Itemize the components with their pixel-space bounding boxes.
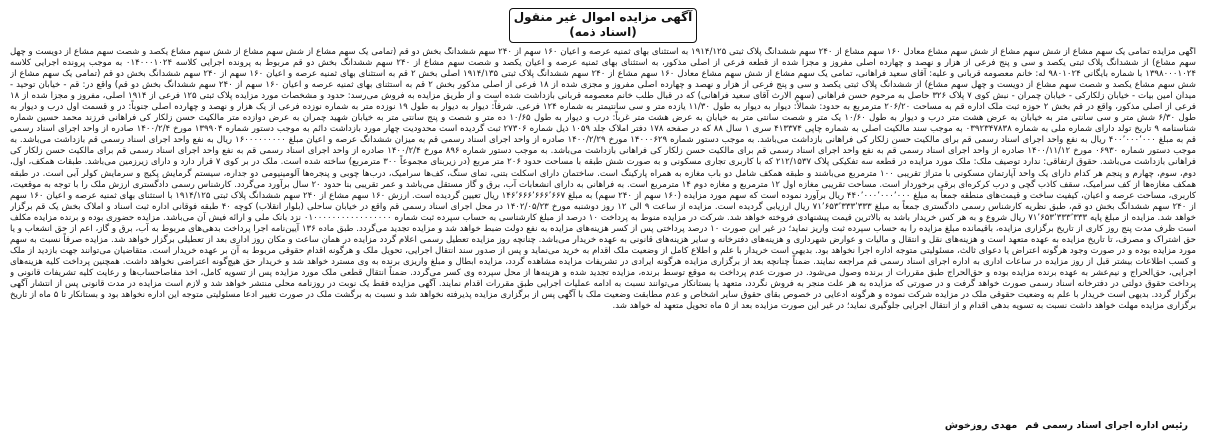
signatory-office: رئیس اداره اجرای اسناد رسمی قم xyxy=(1025,420,1188,431)
title-box xyxy=(509,8,697,43)
signatory-name: مهدی روزخوش xyxy=(944,420,1018,431)
signature-line xyxy=(945,420,1188,431)
notice-body: آگهی مزایده تمامی یک سهم مشاع از شش سهم مشاع از شش سهم مشاع معادل ۱۶۰ سهم مشاع از ۲۴۰ سهم ششدانگ پلاک ثبتی ۱۹۱۴/۱۲۵ به استثنای بهای ثمنیه عرصه و اعیان ۱۶۰ سهم از ۲۴۰ سهم ششدانگ بخش دو قم (تمامی یک سهم مشاع از شش سهم مشاع از شش سهم مشاع یکصد و شصت سهم مشاع از دویست و چهل سهم مشاع) از ششدانگ پلاک ثبتی یکصد و سی و پنج فرعی از هزار و نهصد و چهارده اصلی مفروز و مجزا شده از قطعه فرعی از اصلی مذکور، به استثنای بهای ثمنیه عرصه و اعیان یکصد و شصت سهم مشاع از ۲۴۰ سهم ششدانگ بخش دو قم مربوط به پرونده اجرایی کلاسه ۰۱۴۰۰۰۱۰۲۴ به موجب پرونده اجرایی کلاسه ۱۳۹۸۰۰۰۱۰۲۴ با شماره بایگانی ۹۸۰۱۰۲۴ له: خانم معصومه قربانی و علیه: آقای سعید فراهانی، تمامی یک سهم مشاع از شش سهم مشاع معادل ۱۶۰ سهم مشاع از ۲۴۰ سهم ششدانگ پلاک ثبتی ۱۹۱۴/۱۳۵ اصلی بخش ۲ قم به استثنای بهای ثمنیه عرصه و اعیان ۱۶۰ سهم از ۲۴۰ سهم ششدانگ بخش دو قم (تمامی یک سهم مشاع از شش سهم مشاع یکصد و شصت سهم مشاع از دویست و چهل سهم مشاع) از ششدانگ پلاک ثبتی یکصد و سی و پنج فرعی از هزار و نهصد و چهارده اصلی مفروز و مجزی شده از ۱۸ فرعی از اصلی مذکور بخش ۲ قم به استثنای بهای ثمنیه عرصه و اعیان ۱۶۰ سهم از ۲۴۰ سهم ششدانگ بخش دو قم) واقع در: قم - خیابان توحید - میدان امین بیات - خیابان زلکارکی - خیابان چمران - نبش کوی ۷ پلاک ۳۲۶ حاصل به مرحوم حسن فراهانی (سهم الارث آقای سعید فراهانی) که در قبال طلب خانم معصومه قربانی بازداشت شده است و از طریق مزایده به فروش می‌رسد: حدود و مشخصات مورد مزایده پلاک ثبتی ۱۲۵ فرعی از ۱۹۱۴ اصلی، مفروز و مجزا شده از ۱۸ فرعی از اصلی مذکور، واقع در قم بخش ۲ حوزه ثبت ملک اداره قم به مساحت ۲۰۶/۲۰ مترمربع به حدود: شمالاً: دیوار به دیوار به طول ۱۱/۳۰ یازده متر و سی سانتیمتر به شماره ۱۲۴ فرعی. شرقاً: دیوار به دیوار به طول ۱۹ نوزده متر به شماره نوزده فرعی از یک هزار و نهصد و چهارده اصلی جنوباً: در و قسمت اول درب و دیوار به طول ۶/۳۰ شش متر و سی سانتی متر به خیابان به عرض هشت متر درب و دیوار به طول ۱۰/۶۰ یک متر و شصت سانتی متر به خیابان به عرض هشت متر غرباً: درب و دیوار به طول ۱۰/۶۵ ده متر و شصت و پنج سانتی متر به خیابان شهید چمران به عرض دوازده متر مالکیت حسن زلکار کی فراهانی فرزند محمد حسین شماره شناسنامه ۹ تاریخ تولد دارای شماره ملی به شماره ۰۳۹۲۳۴۷۸۳۸ به موجب سند مالکیت اصلی به شماره چاپی ۴۱۳۳۷۴ سری ۱ سال ۸۸ که در صفحه ۱۷۸ دفتر املاک جلد ۱۰۵۹ ذیل شماره ۲۷۳۰۶ ثبت گردیده است محدودیت چهار مورد بازداشت دائم به موجب دستور شماره ۱۳۹۹۰۴ مورخ ۱۴۰۰/۲/۴ صادره از واحد اجرای اسناد رسمی قم به مبلغ ۴۰۰٬۰۰۰٬۰۰۰ ریال به نفع واحد اجرای اسناد رسمی قم برای مالکیت حسن زلکار کی فراهانی بازداشت می‌باشد. به موجب دستور شماره ۱۴۰۰۰۶۲۹ مورخ ۱۴۰۰/۲/۲۹ صادره از واحد اجرای اسناد رسمی قم به میزان ششدانگ عرصه و اعیان مبلغ ۱۶۰۰۰۰۰۰۰۰۰ ریال به نفع واحد اجرای اسناد رسمی قم بازداشت می‌باشد. به موجب دستور شماره ۰۶۹۳۰ مورخ ۱۴۰۰/۱۱/۱۲ صادره از واحد اجرای اسناد رسمی قم به نفع واحد اجرای اسناد رسمی قم برای مالکیت حسن زلکار کی فراهانی بازداشت می‌باشد. به موجب دستور شماره ۸۹۶ مورخ ۱۴۰۰/۲/۴ صادره از واحد اجرای اسناد رسمی قم به نفع واحد اجرای اسناد رسمی قم برای مالکیت حسن زلکار کی فراهانی بازداشت می‌باشد. حقوق ارتفاقی: ندارد توصیف ملک: ملک مورد مزایده در قطعه سه تفکیکی پلاک ۲۱۲/۱۵۳۷ که با کاربری تجاری مسکونی و به صورت شش طبقه با مساحت حدود ۲۰۶ متر مربع (در زیربنای مجموعاً ۳۰۰ مترمربع) ساخته شده است. ملک در بر کوی ۷ قرار دارد و دارای زیرزمین می‌باشد. طبقات همکف، اول، دوم، سوم، چهارم و پنجم هر کدام دارای یک واحد آپارتمان مسکونی با متراژ تقریبی ۱۰۰ مترمربع می‌باشند و طبقه همکف شامل دو باب مغازه به همراه پارکینگ است. ساختمان دارای اسکلت بتنی، نمای سنگ، کف‌ها سرامیک، درب‌ها چوبی و پنجره‌ها آلومینیومی دو جداره، سیستم گرمایش پکیج و سرمایش کولر آبی است. در طبقه همکف مغازه‌ها از کف سرامیک، سقف کاذب گچی و درب کرکره‌ای برقی برخوردار است. مساحت تقریبی مغازه اول ۱۲ مترمربع و مغازه دوم ۱۴ مترمربع است. به فراهانی به دارای انشعابات آب، برق و گاز مستقل می‌باشد و عمر تقریبی بنا حدود ۲۰ سال برآورد می‌گردد. کارشناس رسمی دادگستری ارزش ملک را با توجه به موقعیت، کاربری، مساحت عرصه و اعیان، کیفیت ساخت و قیمت‌های منطقه جمعاً به مبلغ ۴۴۰٬۰۰۰٬۰۰۰٬۰۰۰ ریال برآورد نموده است که سهم مورد مزایده (۱۶۰ سهم از ۲۴۰ سهم) به مبلغ ۱۴۶٬۶۶۶٬۶۶۶٬۶۶۷ ریال تعیین گردیده است. ارزش ۱۶۰ سهم مشاع از ۲۴۰ سهم ششدانگ پلاک ثبتی ۱۹۱۴/۱۲۵ با استثنای بهای ثمنیه عرصه و اعیان ۱۶۰ سهم از ۲۴۰ سهم ششدانگ بخش دو قم، طبق نظریه کارشناس رسمی دادگستری جمعاً به مبلغ ۷۱٬۶۵۳٬۳۳۳٬۳۳۳ ریال ارزیابی گردیده است. مزایده از ساعت ۹ الی ۱۲ روز دوشنبه مورخ ۱۴۰۲/۰۵/۲۳ در محل اجرای اسناد رسمی قم واقع در خیابان ساحلی (بلوار انقلاب) کوچه ۴۰ طبقه فوقانی اداره ثبت اسناد و املاک بخش یک قم برگزار خواهد شد. مزایده از مبلغ پایه ۷۱٬۶۵۳٬۳۳۳٬۳۳۳ ریال شروع و به هر کس خریدار باشد به بالاترین قیمت پیشنهادی فروخته خواهد شد. شرکت در مزایده منوط به پرداخت ۱۰ درصد از مبلغ کارشناسی به حساب سپرده ثبت شماره ۰۱۰۰۰۰۰۰۰۰۰۰۰۰۰۰۰۰۰ نزد بانک ملی و ارائه فیش آن می‌باشد. مزایده حضوری بوده و برنده مزایده مکلف است ظرف مدت پنج روز کاری از تاریخ برگزاری مزایده، باقیمانده مبلغ مزایده را به حساب سپرده ثبت واریز نماید؛ در غیر این صورت ۱۰ درصد پرداختی پس از کسر هزینه‌های مزایده به نفع دولت ضبط خواهد شد و مزایده تجدید می‌گردد. طبق ماده ۱۳۶ آیین‌نامه اجرا پرداخت بدهی‌های مربوط به آب، برق و گاز، اعم از حق انشعاب و یا حق اشتراک و مصرف، تا تاریخ مزایده به عهده متعهد است و هزینه‌های نقل و انتقال و مالیات و عوارض شهرداری و هزینه‌های دفترخانه و سایر هزینه‌های قانونی به عهده خریدار می‌باشد. چنانچه روز مزایده تعطیل رسمی اعلام گردد مزایده در همان ساعت و مکان روز اداری بعد از تعطیلی برگزار خواهد شد. مزایده صرفاً نسبت به سهم مورد مزایده بوده و در صورت وجود هرگونه اعتراض یا دعوای ثالث، مسئولیتی متوجه اداره اجرا نخواهد بود. بدیهی است خریدار با علم و اطلاع کامل از وضعیت ملک اقدام به خرید می‌نماید و پس از صدور سند انتقال اجرایی، تحویل ملک و هرگونه اقدام حقوقی مربوط به آن بر عهده خریدار است. متقاضیان می‌توانند جهت بازدید از ملک و کسب اطلاعات بیشتر قبل از روز مزایده در ساعات اداری به اداره اجرای اسناد رسمی قم مراجعه نمایند. ضمناً چنانچه بعد از برگزاری مزایده هرگونه ایرادی در تشریفات مزایده مشاهده گردد، مزایده ابطال و مبلغ واریزی برنده به وی مسترد خواهد شد و خریدار حق هیچ‌گونه اعتراضی نخواهد داشت. همچنین پرداخت کلیه هزینه‌های اجرایی، حق‌الحراج و نیم‌عشر به عهده برنده مزایده بوده و حق‌الحراج طبق مقررات از برنده وصول می‌شود. در صورت عدم پرداخت به موقع توسط برنده، مزایده تجدید شده و هزینه‌ها از محل سپرده وی کسر می‌گردد. ضمناً انتقال قطعی ملک مورد مزایده پس از تسویه کامل، اخذ مفاصاحساب‌ها و رعایت کلیه تشریفات قانونی و پرداخت حقوق دولتی در دفترخانه اسناد رسمی صورت خواهد گرفت و در صورتی که مزایده به هر علت منجر به فروش نگردد، متعهد یا بستانکار می‌توانند نسبت به ادامه عملیات اجرایی طبق مقررات اقدام نمایند. آگهی مزایده فقط یک نوبت در روزنامه محلی منتشر خواهد شد و لازم است مزایده در مدت قانونی پس از انتشار آگهی برگزار گردد. بدیهی است خریدار با علم به وضعیت حقوقی ملک در مزایده شرکت نموده و هرگونه ادعایی در خصوص بقای حقوق سایر اشخاص و عدم مطابقت وضعیت ملک با آگهی پس از برگزاری مزایده پذیرفته نخواهد شد و نسبت به برگشت ملک در صورت تغییر ادعا مسئولیتی متوجه این اداره نخواهد بود و بستانکار تا ۵ ماه از تاریخ برگزاری مزایده مهلت خواهد داشت نسبت به تسویه بدهی اقدام و از انتقال اجرایی جلوگیری نماید؛ در غیر این صورت مزایده بعد از ۵ ماه تحویل متعهد له خواهد شد. xyxy=(10,47,1196,312)
notice-title: آگهی مزایده اموال غیر منقول (اسناد ذمه) xyxy=(513,10,693,39)
